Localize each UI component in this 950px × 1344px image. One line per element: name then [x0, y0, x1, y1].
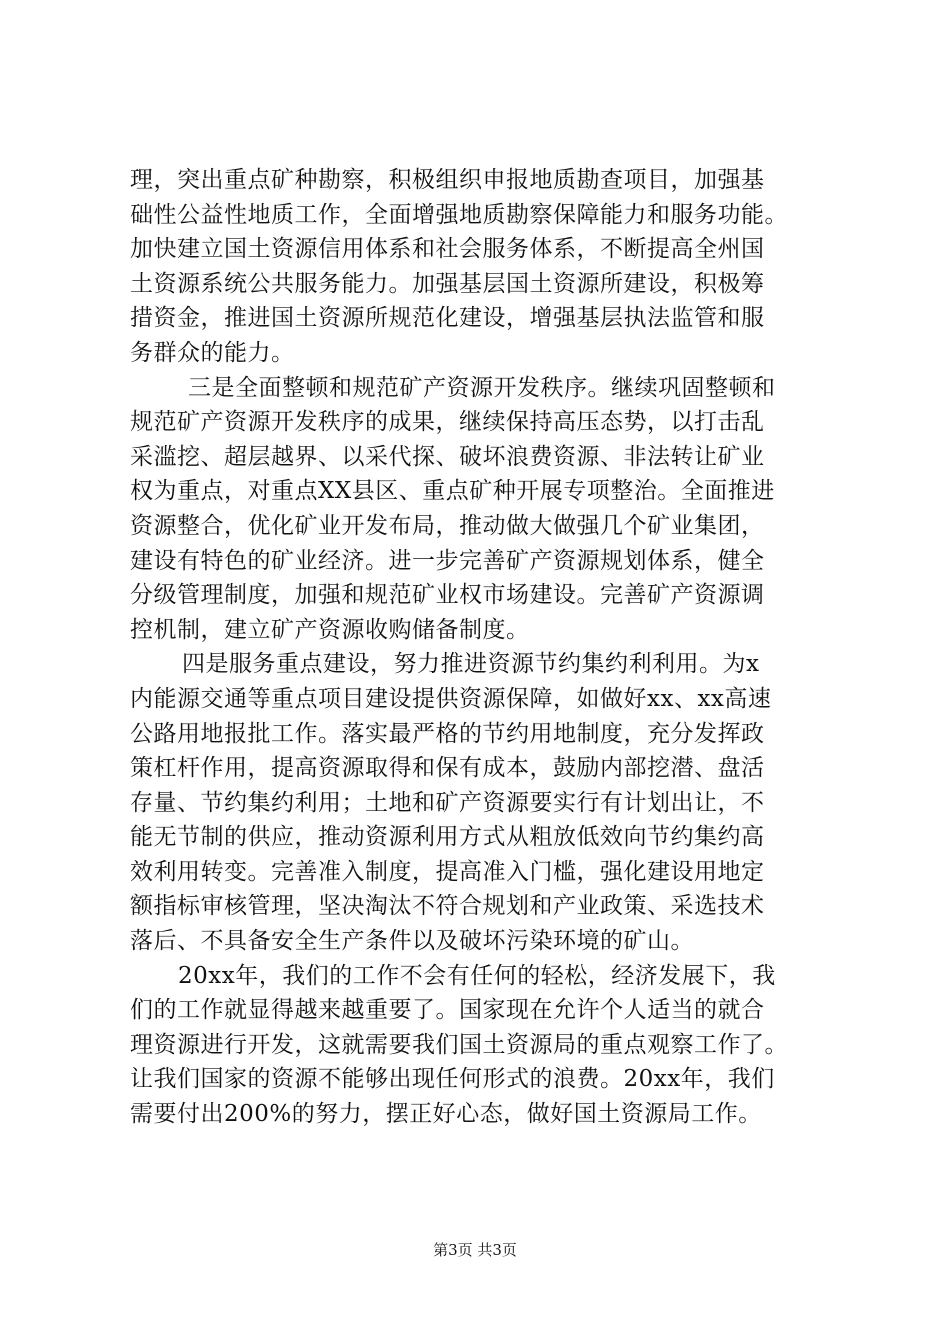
text-line: 效利用转变。完善准入制度，提高准入门槛，强化建设用地定 — [130, 858, 765, 885]
text-line: 资源整合，优化矿业开发布局，推动做大做强几个矿业集团， — [130, 512, 765, 539]
text-line: 理，突出重点矿种勘察，积极组织申报地质勘查项目，加强基 — [130, 167, 765, 193]
text-line: 权为重点，对重点XX县区、重点矿种开展专项整治。全面推进 — [130, 478, 775, 505]
text-line: 础性公益性地质工作，全面增强地质勘察保障能力和服务功能。 — [130, 201, 788, 228]
text-line: 公路用地报批工作。落实最严格的节约用地制度，充分发挥政 — [130, 720, 765, 747]
text-line: 土资源系统公共服务能力。加强基层国土资源所建设，积极筹 — [130, 270, 765, 297]
text-line: 额指标审核管理，坚决淘汰不符合规划和产业政策、采选技术 — [130, 893, 765, 920]
text-line: 措资金，推进国土资源所规范化建设，增强基层执法监管和服 — [130, 305, 765, 332]
paragraph-first-line: 三是全面整顿和规范矿产资源开发秩序。继续巩固整顿和 — [188, 374, 776, 401]
text-line: 建设有特色的矿业经济。进一步完善矿产资源规划体系，健全 — [130, 547, 765, 574]
text-line: 存量、节约集约利用；土地和矿产资源要实行有计划出让，不 — [130, 789, 765, 816]
text-line: 策杠杆作用，提高资源取得和保有成本，鼓励内部挖潜、盘活 — [130, 755, 765, 782]
paragraph-first-line: 20xx年，我们的工作不会有任何的轻松，经济发展下，我 — [178, 962, 776, 989]
text-line: 采滥挖、超层越界、以采代探、破坏浪费资源、非法转让矿业 — [130, 443, 765, 470]
text-line: 加快建立国土资源信用体系和社会服务体系，不断提高全州国 — [130, 236, 765, 263]
text-line: 控机制，建立矿产资源收购储备制度。 — [130, 616, 530, 643]
page-number-footer: 第3页 共3页 — [433, 1241, 517, 1259]
text-line: 务群众的能力。 — [130, 339, 295, 366]
paragraph-first-line: 四是服务重点建设，努力推进资源节约集约利利用。为x — [182, 651, 760, 678]
text-line: 内能源交通等重点项目建设提供资源保障，如做好xx、xx高速 — [130, 685, 772, 712]
text-line: 规范矿产资源开发秩序的成果，继续保持高压态势，以打击乱 — [130, 409, 765, 436]
text-line: 让我们国家的资源不能够出现任何形式的浪费。20xx年，我们 — [130, 1066, 775, 1093]
text-line: 能无节制的供应，推动资源利用方式从粗放低效向节约集约高 — [130, 824, 765, 851]
text-line: 理资源进行开发，这就需要我们国土资源局的重点观察工作了。 — [130, 1031, 788, 1058]
text-line: 分级管理制度，加强和规范矿业权市场建设。完善矿产资源调 — [130, 582, 765, 609]
document-body — [130, 163, 830, 1132]
text-line: 落后、不具备安全生产条件以及破坏污染环境的矿山。 — [130, 928, 694, 955]
text-line: 们的工作就显得越来越重要了。国家现在允许个人适当的就合 — [130, 997, 765, 1024]
text-line: 需要付出200%的努力，摆正好心态，做好国土资源局工作。 — [130, 1101, 762, 1128]
